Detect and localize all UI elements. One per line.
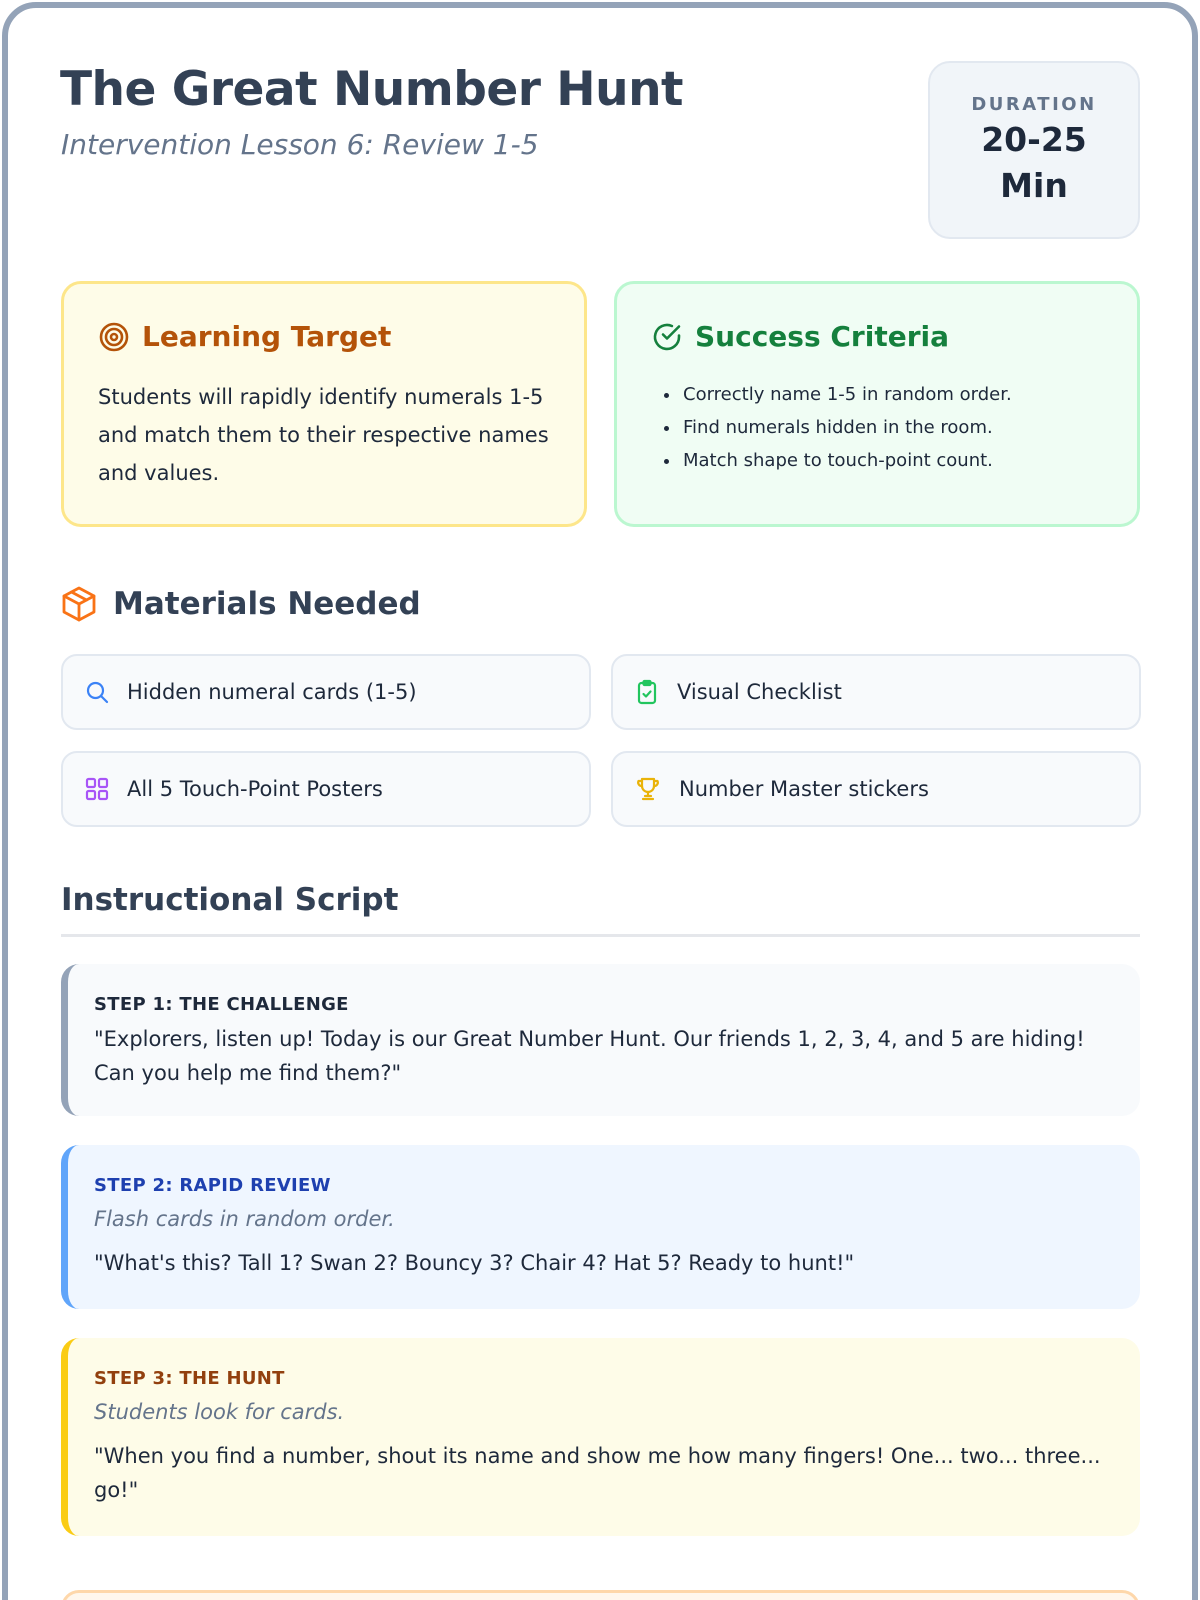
- grid-icon: [85, 777, 109, 801]
- script-step-4: [61, 1590, 1140, 1600]
- check-circle-icon: [651, 321, 683, 353]
- script-step-1: [61, 964, 1140, 1116]
- package-icon: [61, 585, 97, 623]
- step-title: STEP 2: RAPID REVIEW: [94, 1175, 331, 1196]
- search-icon: [85, 680, 109, 704]
- list-item: • Find numerals hidden in the room.: [681, 411, 1121, 444]
- learning-target-box: [61, 281, 587, 527]
- success-criteria-title: Success Criteria: [695, 320, 949, 353]
- list-item: • Match shape to touch-point count.: [681, 444, 1121, 477]
- clipboard-check-icon: [635, 679, 659, 705]
- materials-title: Materials Needed: [113, 586, 421, 622]
- learning-target-title: Learning Target: [142, 320, 392, 353]
- script-heading: Instructional Script: [61, 882, 399, 918]
- material-item: [611, 751, 1141, 827]
- learning-target-heading: [98, 320, 391, 353]
- page-subtitle: Intervention Lesson 6: Review 1-5: [61, 128, 539, 161]
- trophy-icon: [635, 776, 661, 802]
- material-label: Hidden numeral cards (1-5): [127, 680, 417, 704]
- material-label: Number Master stickers: [679, 777, 929, 801]
- step-quote: "When you find a number, shout its name and show me how many fingers! One... two... three... go!": [94, 1444, 1101, 1502]
- success-criteria-list: [681, 378, 1121, 477]
- material-item: [61, 751, 591, 827]
- script-step-2: [61, 1145, 1140, 1309]
- success-criteria-box: [614, 281, 1140, 527]
- material-label: All 5 Touch-Point Posters: [127, 777, 383, 801]
- duration-badge: [928, 61, 1140, 239]
- step-note: Students look for cards.: [94, 1400, 345, 1424]
- learning-target-text: Students will rapidly identify numerals 1-5 and match them to their respective names and values.: [98, 385, 549, 485]
- divider: [61, 934, 1140, 937]
- step-note: Flash cards in random order.: [94, 1207, 395, 1231]
- step-title: STEP 1: THE CHALLENGE: [94, 994, 349, 1015]
- material-item: [61, 654, 591, 730]
- target-icon: [98, 321, 130, 353]
- material-item: [611, 654, 1141, 730]
- list-item: • Correctly name 1-5 in random order.: [681, 378, 1121, 411]
- duration-unit: Min: [1000, 166, 1068, 205]
- script-step-3: [61, 1338, 1140, 1536]
- step-quote: "What's this? Tall 1? Swan 2? Bouncy 3? Chair 4? Hat 5? Ready to hunt!": [94, 1251, 855, 1275]
- page-title: The Great Number Hunt: [60, 62, 683, 117]
- step-quote: "Explorers, listen up! Today is our Great Number Hunt. Our friends 1, 2, 3, 4, and 5 are hiding! Can you help me find them?": [94, 1027, 1085, 1085]
- duration-label: DURATION: [971, 94, 1097, 115]
- material-label: Visual Checklist: [677, 680, 842, 704]
- success-criteria-heading: [651, 320, 949, 353]
- step-title: STEP 3: THE HUNT: [94, 1368, 285, 1389]
- materials-heading: [61, 585, 421, 623]
- duration-number: 20-25: [981, 120, 1087, 159]
- duration-value: [930, 117, 1138, 209]
